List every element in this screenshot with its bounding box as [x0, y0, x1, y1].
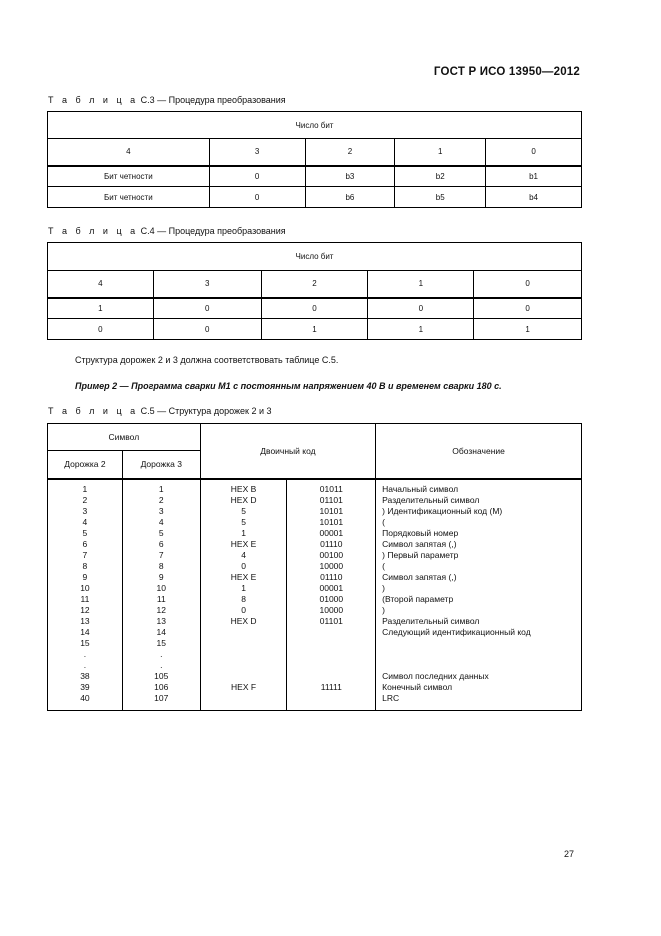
table-cell: 1	[474, 319, 582, 340]
cell-value: .	[83, 648, 87, 659]
cell-value: 8	[82, 560, 88, 571]
cell-value	[287, 660, 375, 671]
table-c4-caption-prefix: Т а б л и ц а	[48, 226, 139, 236]
cell-value: 00001	[319, 527, 344, 538]
column-header: 4	[48, 139, 210, 166]
cell-value: 40	[80, 692, 90, 703]
cell-value: 10000	[319, 604, 344, 615]
table-c4-caption-text: С.4 — Процедура преобразования	[138, 226, 286, 236]
table-cell: b5	[395, 187, 486, 208]
cell-value: .	[160, 659, 163, 670]
cell-value: 0	[241, 604, 246, 615]
cell-value: .	[160, 648, 163, 659]
cell-value: 10	[156, 582, 166, 593]
cell-value: 11111	[320, 681, 342, 692]
cell-value: 10000	[319, 560, 344, 571]
table-c4-column-headers	[48, 271, 582, 298]
designation-header: Обозначение	[376, 424, 582, 479]
cell-value: 13	[80, 615, 90, 626]
cell-value: 10101	[319, 505, 344, 516]
cell-value: ) Идентификационный код (М)	[382, 505, 503, 516]
column-header: 3	[209, 139, 305, 166]
cell-value: Конечный символ	[382, 681, 453, 692]
cell-value: 1	[241, 582, 246, 593]
hex-column	[200, 479, 287, 711]
cell-value: 12	[156, 604, 166, 615]
symbol-header: Символ	[48, 424, 201, 451]
cell-value: 01101	[319, 615, 343, 626]
table-c3-caption-text: С.3 — Процедура преобразования	[138, 95, 286, 105]
table-c5	[47, 423, 582, 711]
cell-value: 01110	[320, 571, 343, 582]
cell-value	[201, 627, 287, 638]
table-cell: 0	[153, 319, 261, 340]
track3-column	[122, 479, 200, 711]
cell-value: 01110	[320, 538, 343, 549]
cell-value: 2	[158, 494, 164, 505]
table-cell: 0	[474, 298, 582, 319]
cell-value: 00100	[319, 549, 344, 560]
example-text: Пример 2 — Программа сварки М1 с постоянным напряжением 40 В и временем сварки 180 с.	[75, 381, 502, 391]
table-c4-caption	[48, 226, 286, 236]
track2-header: Дорожка 2	[48, 451, 123, 479]
cell-value: 8	[158, 560, 164, 571]
cell-value: 1	[241, 527, 246, 538]
cell-value	[201, 649, 287, 660]
cell-value: 10	[80, 582, 90, 593]
cell-value: 1	[82, 483, 88, 494]
cell-value	[382, 649, 581, 660]
cell-value: HEX B	[230, 483, 257, 494]
cell-value: 9	[82, 571, 88, 582]
cell-value: 4	[158, 516, 164, 527]
document-id: ГОСТ Р ИСО 13950—2012	[433, 66, 580, 78]
cell-value	[287, 693, 375, 704]
table-c5-caption-text: С.5 — Структура дорожек 2 и 3	[138, 406, 272, 416]
cell-value: 5	[82, 527, 88, 538]
cell-value: 4	[82, 516, 88, 527]
cell-value: (	[382, 560, 386, 571]
table-cell: 0	[153, 298, 261, 319]
cell-value: 107	[154, 692, 169, 703]
column-header: 0	[474, 271, 582, 298]
track3-header: Дорожка 3	[122, 451, 200, 479]
table-cell: b4	[486, 187, 582, 208]
cell-value: Следующий идентификационный код	[382, 626, 531, 637]
column-header: 1	[395, 139, 486, 166]
cell-value: 106	[154, 681, 169, 692]
table-c3-caption	[48, 95, 286, 105]
cell-value: 105	[154, 670, 169, 681]
cell-value: 15	[156, 637, 166, 648]
table-cell: 0	[209, 187, 305, 208]
cell-value	[382, 638, 581, 649]
cell-value: HEX E	[230, 571, 257, 582]
cell-value: 39	[80, 681, 90, 692]
track2-column	[48, 479, 123, 711]
cell-value: 00001	[319, 582, 344, 593]
table-c3-column-headers	[48, 139, 582, 166]
table-c4-group-header: Число бит	[48, 243, 582, 271]
table-cell: 0	[209, 166, 305, 187]
table-c3-group-header: Число бит	[48, 112, 582, 139]
cell-value: (Второй параметр	[382, 593, 454, 604]
cell-value: 5	[158, 527, 164, 538]
cell-value	[382, 660, 581, 671]
column-header: 4	[48, 271, 154, 298]
cell-value: 13	[156, 615, 166, 626]
cell-value	[201, 660, 287, 671]
cell-value: ) Первый параметр	[382, 549, 459, 560]
cell-value: 0	[241, 560, 246, 571]
cell-value: 10101	[319, 516, 344, 527]
cell-value: 7	[82, 549, 88, 560]
table-cell: 1	[261, 319, 368, 340]
cell-value: Разделительный символ	[382, 494, 480, 505]
cell-value: Порядковый номер	[382, 527, 459, 538]
cell-value: 5	[241, 505, 246, 516]
cell-value: HEX E	[230, 538, 257, 549]
cell-value: 6	[158, 538, 164, 549]
cell-value: 38	[80, 670, 90, 681]
cell-value	[287, 671, 375, 682]
table-row	[48, 298, 582, 319]
table-cell: 1	[48, 298, 154, 319]
cell-value: 12	[80, 604, 90, 615]
binary-code-header: Двоичный код	[200, 424, 376, 479]
table-c3	[47, 111, 582, 208]
cell-value: HEX D	[230, 615, 257, 626]
cell-value: Разделительный символ	[382, 615, 480, 626]
cell-value: )	[382, 582, 386, 593]
cell-value	[201, 671, 287, 682]
cell-value: 01101	[319, 494, 343, 505]
table-c3-caption-prefix: Т а б л и ц а	[48, 95, 139, 105]
cell-value: 5	[241, 516, 246, 527]
cell-value: 3	[158, 505, 164, 516]
cell-value: 6	[82, 538, 88, 549]
table-cell: 0	[261, 298, 368, 319]
cell-value: 01011	[319, 483, 343, 494]
cell-value: 14	[156, 626, 166, 637]
table-cell: b6	[305, 187, 395, 208]
cell-value: 14	[80, 626, 90, 637]
table-row	[48, 319, 582, 340]
bits-column	[287, 479, 376, 711]
cell-value: 3	[82, 505, 88, 516]
cell-value: 8	[241, 593, 246, 604]
cell-value: 01000	[319, 593, 344, 604]
table-cell: 0	[368, 298, 474, 319]
cell-value: (	[382, 516, 386, 527]
table-c5-caption	[48, 406, 271, 416]
column-header: 3	[153, 271, 261, 298]
cell-value	[201, 638, 287, 649]
cell-value: 11	[80, 593, 90, 604]
table-c4	[47, 242, 582, 340]
cell-value: Символ запятая (,)	[382, 571, 457, 582]
column-header: 2	[305, 139, 395, 166]
cell-value: )	[382, 604, 386, 615]
cell-value	[287, 627, 375, 638]
column-header: 2	[261, 271, 368, 298]
table-cell: 0	[48, 319, 154, 340]
page-number: 27	[563, 849, 574, 859]
column-header: 0	[486, 139, 582, 166]
designation-column	[376, 479, 582, 711]
cell-value	[201, 693, 287, 704]
cell-value: 7	[158, 549, 164, 560]
cell-value: 2	[82, 494, 88, 505]
cell-value: 1	[158, 483, 164, 494]
table-row	[48, 187, 582, 208]
cell-value: HEX D	[230, 494, 257, 505]
cell-value: .	[83, 659, 87, 670]
table-row	[48, 166, 582, 187]
cell-value: Начальный символ	[382, 483, 459, 494]
cell-value: 9	[158, 571, 164, 582]
cell-value: 4	[241, 549, 246, 560]
table-c5-caption-prefix: Т а б л и ц а	[48, 406, 139, 416]
cell-value: Символ последних данных	[382, 670, 489, 681]
table-cell: b1	[486, 166, 582, 187]
cell-value: LRC	[382, 692, 400, 703]
cell-value: 11	[156, 593, 166, 604]
table-cell: 1	[368, 319, 474, 340]
body-paragraph: Структура дорожек 2 и 3 должна соответствовать таблице С.5.	[75, 355, 339, 365]
table-cell: b2	[395, 166, 486, 187]
cell-value: Символ запятая (,)	[382, 538, 457, 549]
cell-value	[287, 638, 375, 649]
cell-value	[287, 649, 375, 660]
table-cell: b3	[305, 166, 395, 187]
column-header: 1	[368, 271, 474, 298]
cell-value: HEX F	[231, 681, 257, 692]
cell-value: 15	[80, 637, 90, 648]
table-cell: Бит четности	[48, 166, 210, 187]
table-cell: Бит четности	[48, 187, 210, 208]
